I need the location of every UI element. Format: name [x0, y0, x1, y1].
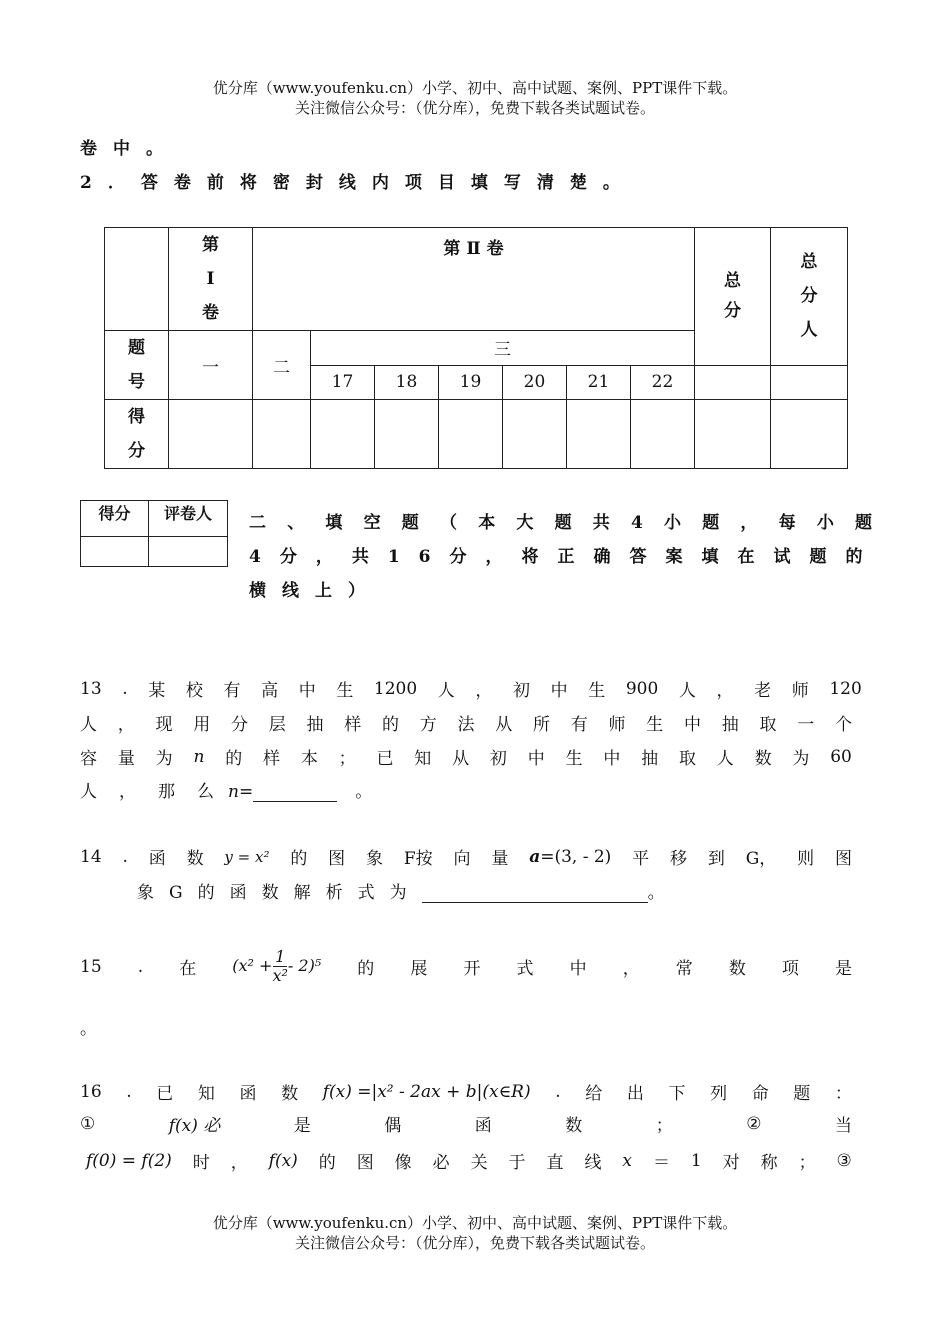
question-17-cell: 17: [311, 365, 375, 400]
q13-line-3: 容 量 为 n 的 样 本 ； 已 知 从 初 中 生 中 抽 取 人 数 为 60: [80, 746, 852, 769]
score-cell-2[interactable]: [253, 400, 311, 469]
q15-formula: (x² + $\frac{1}{\text{x²}}$ - 2)⁵: [232, 947, 322, 985]
part2-header: 第 Ⅱ 卷: [253, 228, 695, 331]
q16-line-2: ① f(x) 必 是 偶 函 数 ； ② 当: [80, 1113, 852, 1136]
q14-line-2: 象G的函数解析式为 。: [137, 883, 665, 903]
part1-header: 第 Ⅰ 卷: [169, 228, 253, 331]
grader-score-label: 得分: [81, 501, 149, 537]
footer-line-2: 关注微信公众号：（优分库），免费下载各类试题试卷。: [294, 1234, 655, 1252]
note-line-2: 2．答卷前将密封线内项目填写清楚。: [80, 173, 636, 193]
note-line-1: 卷中。: [80, 139, 179, 159]
q14-vector: a=(3, - 2): [529, 846, 612, 867]
question-number-label: 题 号: [105, 331, 169, 400]
score-cell-19[interactable]: [439, 400, 503, 469]
q13-answer-blank[interactable]: [253, 801, 337, 802]
q13-line-4: 人 ， 那 么 n= 。: [80, 782, 373, 802]
q15-line-2: 。: [80, 1019, 97, 1039]
header-line-2: 关注微信公众号：（优分库），免费下载各类试题试卷。: [294, 99, 655, 117]
section-2-line-1: 二、填空题（本大题共4小题，每小题: [249, 513, 894, 533]
question-19-cell: 19: [439, 365, 503, 400]
total-score-blank: [695, 365, 771, 400]
score-cell-scorer[interactable]: [771, 400, 848, 469]
header-line-1: 优分库（www.youfenku.cn）小学、初中、高中试题、案例、PPT课件下载。: [212, 79, 738, 97]
q13-line-1: 13 . 某 校 有 高 中 生 1200 人 ， 初 中 生 900 人 ， 老 师 120: [80, 678, 862, 701]
score-cell-20[interactable]: [503, 400, 567, 469]
grader-score-cell[interactable]: [81, 537, 149, 567]
q16-line-3: f(0) = f(2) 时 ， f(x) 的 图 像 必 关 于 直 线 x ＝ 1 对 称 ； ③: [86, 1150, 852, 1173]
question-2-cell: 二: [253, 331, 311, 400]
score-cell-21[interactable]: [567, 400, 631, 469]
score-cell-22[interactable]: [631, 400, 695, 469]
q14-formula: y = x²: [224, 847, 270, 866]
section-2-line-3: 横线上）: [249, 581, 381, 601]
q14-line-1: 14 . 函 数 y = x² 的 图 象 F按 向 量 a=(3, - 2) 平 移 到 G， 则 图: [80, 846, 852, 869]
question-1-cell: 一: [169, 331, 253, 400]
q15-fraction: $\frac{1}{\text{x²}}$: [272, 947, 288, 985]
section-2-line-2: 4分，共16分，将正确答案填在试题的: [249, 547, 882, 567]
grader-name-cell[interactable]: [149, 537, 228, 567]
score-cell-1[interactable]: [169, 400, 253, 469]
score-cell-total[interactable]: [695, 400, 771, 469]
question-21-cell: 21: [567, 365, 631, 400]
q15-line-1: 15 . 在 (x² + $\frac{1}{\text{x²}}$ - 2)⁵ 的 展 开 式 中 ， 常 数 项 是: [80, 947, 852, 985]
score-cell-18[interactable]: [375, 400, 439, 469]
q16-line-1: 16 . 已 知 函 数 f(x) =|x² - 2ax + b|(x∈R) . 给 出 下 列 命 题 ：: [80, 1081, 852, 1104]
score-table: [104, 227, 848, 469]
question-20-cell: 20: [503, 365, 567, 400]
score-label: 得 分: [105, 400, 169, 469]
variable-n: n: [193, 746, 205, 767]
q16-formula: f(x) =|x² - 2ax + b|(x∈R): [322, 1081, 531, 1102]
question-3-cell: 三: [311, 331, 695, 366]
q13-line-2: 人 ， 现 用 分 层 抽 样 的 方 法 从 所 有 师 生 中 抽 取 一 个: [80, 715, 852, 735]
q14-answer-blank[interactable]: [422, 902, 648, 903]
grader-table: [80, 500, 228, 567]
score-cell-17[interactable]: [311, 400, 375, 469]
scorer-header: 总 分 人: [771, 228, 848, 366]
grader-name-label: 评卷人: [149, 501, 228, 537]
question-22-cell: 22: [631, 365, 695, 400]
corner-cell: [105, 228, 169, 331]
scorer-blank: [771, 365, 848, 400]
question-18-cell: 18: [375, 365, 439, 400]
footer-line-1: 优分库（www.youfenku.cn）小学、初中、高中试题、案例、PPT课件下载。: [212, 1214, 738, 1232]
total-score-header: 总 分: [695, 228, 771, 366]
